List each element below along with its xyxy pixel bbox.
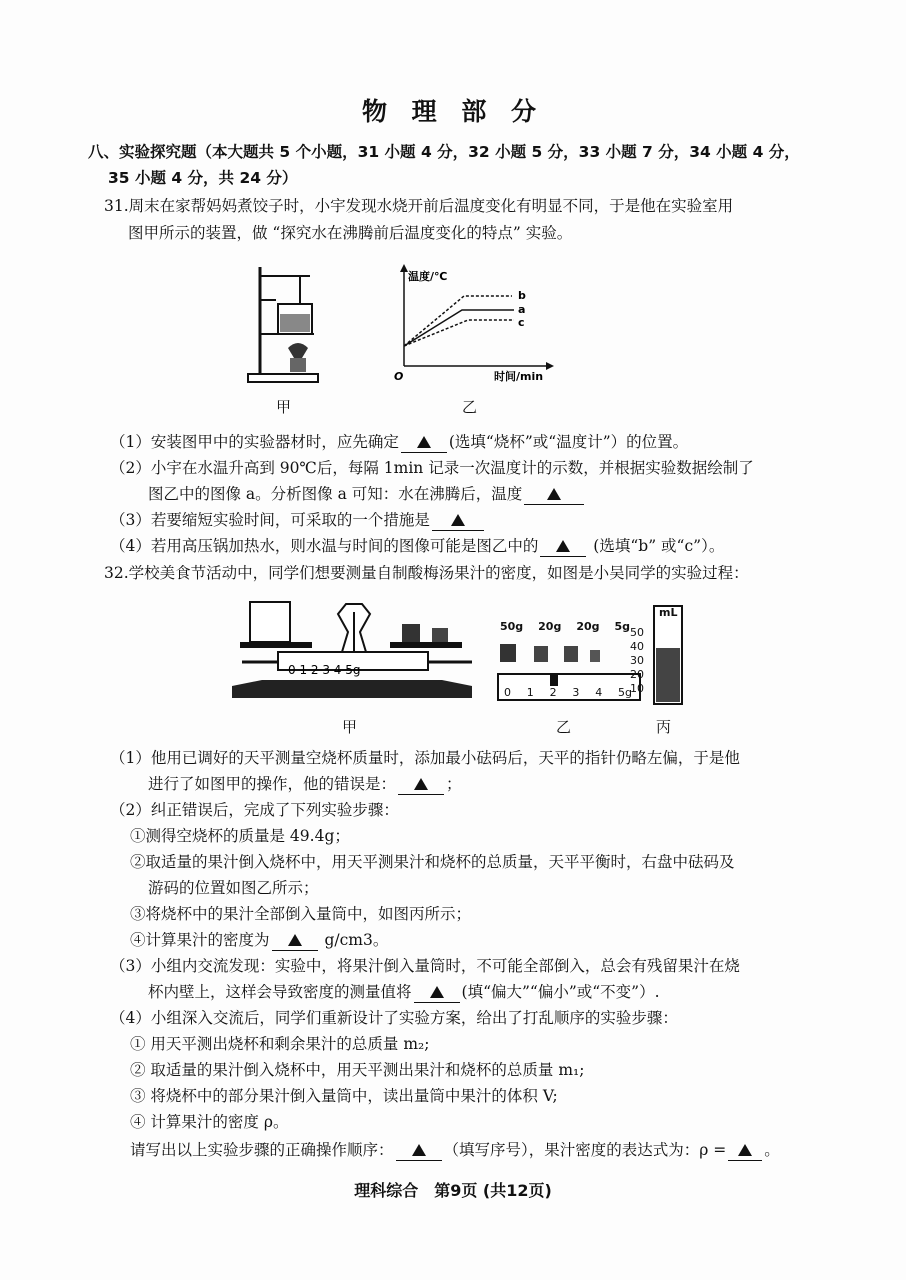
svg-text:0 1 2 3 4 5g: 0 1 2 3 4 5g	[288, 663, 361, 677]
section-heading-cont: 35 小题 4 分，共 24 分）	[108, 169, 298, 187]
q31-intro-cont: 图甲所示的装置，做 “探究水在沸腾前后温度变化的特点” 实验。	[128, 224, 573, 242]
q32-part4: （4）小组深入交流后，同学们重新设计了实验方案，给出了打乱顺序的实验步骤：	[110, 1009, 678, 1027]
answer-blank[interactable]	[272, 930, 318, 951]
weight-label: 20g	[576, 620, 600, 633]
balance-figure	[222, 594, 484, 714]
figure-caption-jia: 甲	[276, 398, 292, 416]
triangle-icon	[412, 1144, 426, 1156]
q32-step4: ④计算果汁的密度为 g/cm3。	[130, 931, 389, 949]
curve-c-label: c	[518, 316, 525, 329]
q32-order-step2: ② 取适量的果汁倒入烧杯中，用天平测出果汁和烧杯的总质量 m₁;	[130, 1061, 585, 1079]
curve-b-label: b	[518, 289, 526, 302]
figure-caption-yi: 乙	[462, 398, 478, 416]
weight-label: 20g	[538, 620, 562, 633]
q32-part3: （3）小组内交流发现：实验中，将果汁倒入量筒时，不可能全部倒入，总会有残留果汁在烧	[110, 957, 740, 975]
q32-part2: （2）纠正错误后，完成了下列实验步骤：	[110, 801, 399, 819]
q32-step3: ③将烧杯中的果汁全部倒入量筒中，如图丙所示；	[130, 905, 472, 923]
weights-row	[500, 620, 630, 633]
q32-part1-cont: 进行了如图甲的操作，他的错误是： ；	[148, 775, 462, 793]
section-heading: 八、实验探究题（本大题共 5 个小题，31 小题 4 分，32 小题 5 分，33 小题 7 分，34 小题 4 分，	[88, 143, 800, 161]
triangle-icon	[451, 514, 465, 526]
answer-blank[interactable]	[524, 484, 584, 505]
figure-caption-bing: 丙	[656, 718, 672, 736]
q32-part1: （1）他用已调好的天平测量空烧杯质量时，添加最小砝码后，天平的指针仍略左偏，于是他	[110, 749, 740, 767]
answer-blank[interactable]	[540, 536, 586, 557]
weight-label: 5g	[614, 620, 630, 633]
q32-order-step1: ① 用天平测出烧杯和剩余果汁的总质量 m₂;	[130, 1035, 430, 1053]
answer-blank[interactable]	[396, 1140, 442, 1161]
answer-blank[interactable]	[432, 510, 484, 531]
page-title: 物 理 部 分	[361, 97, 545, 126]
triangle-icon	[430, 986, 444, 998]
q32-final: 请写出以上实验步骤的正确操作顺序： （填写序号），果汁密度的表达式为：ρ = 。	[130, 1141, 780, 1159]
q32-intro: 32.学校美食节活动中，同学们想要测量自制酸梅汤果汁的密度，如图是小吴同学的实验过程：	[104, 564, 749, 582]
q31-part1: （1）安装图甲中的实验器材时，应先确定 (选填“烧杯”或“温度计”）的位置。	[110, 433, 689, 451]
graph-origin: O	[394, 370, 404, 383]
q31-part2: （2）小宇在水温升高到 90℃后，每隔 1min 记录一次温度计的示数，并根据实验数据绘制了	[110, 459, 754, 477]
q32-step2-cont: 游码的位置如图乙所示；	[148, 879, 319, 897]
curve-a-label: a	[518, 303, 526, 316]
q31-part2-cont: 图乙中的图像 a。分析图像 a 可知：水在沸腾后，温度	[148, 484, 586, 505]
graph-x-label: 时间/min	[494, 370, 544, 383]
q32-step1: ①测得空烧杯的质量是 49.4g；	[130, 827, 350, 845]
answer-blank[interactable]	[401, 432, 447, 453]
q32-order-step4: ④ 计算果汁的密度 ρ。	[130, 1113, 289, 1131]
answer-blank[interactable]	[728, 1140, 762, 1161]
q32-order-step3: ③ 将烧杯中的部分果汁倒入量筒中，读出量筒中果汁的体积 V;	[130, 1087, 558, 1105]
measuring-cylinder	[648, 604, 688, 708]
q31-part3: （3）若要缩短实验时间，可采取的一个措施是	[110, 510, 486, 531]
q31-part4: （4）若用高压锅加热水，则水温与时间的图像可能是图乙中的 (选填“b” 或“c”）。	[110, 537, 725, 555]
triangle-icon	[547, 488, 561, 500]
answer-blank[interactable]	[398, 774, 444, 795]
cylinder-unit: mL	[659, 606, 678, 619]
weight-label: 50g	[500, 620, 524, 633]
q31-intro: 31.周末在家帮妈妈煮饺子时，小宇发现水烧开前后温度变化有明显不同，于是他在实验室用	[104, 197, 734, 215]
answer-blank[interactable]	[414, 982, 460, 1003]
page-footer: 理科综合 第9页 (共12页)	[354, 1181, 552, 1200]
temperature-time-graph	[390, 262, 560, 387]
triangle-icon	[738, 1144, 752, 1156]
scale-ticks: 0 1 2 3 4 5g	[504, 686, 632, 699]
triangle-icon	[414, 778, 428, 790]
q32-part3-cont: 杯内壁上，这样会导致密度的测量值将 (填“偏大”“偏小”或“不变”）.	[148, 983, 660, 1001]
figure-caption-jia-2: 甲	[342, 718, 358, 736]
triangle-icon	[288, 934, 302, 946]
figure-caption-yi-2: 乙	[556, 718, 572, 736]
q32-step2: ②取适量的果汁倒入烧杯中，用天平测果汁和烧杯的总质量，天平平衡时，右盘中砝码及	[130, 853, 735, 871]
graph-y-label: 温度/℃	[408, 270, 448, 283]
triangle-icon	[556, 540, 570, 552]
triangle-icon	[417, 436, 431, 448]
cylinder-ticks: 50 40 30 20 10	[630, 626, 644, 695]
boiling-apparatus-figure	[238, 262, 328, 387]
